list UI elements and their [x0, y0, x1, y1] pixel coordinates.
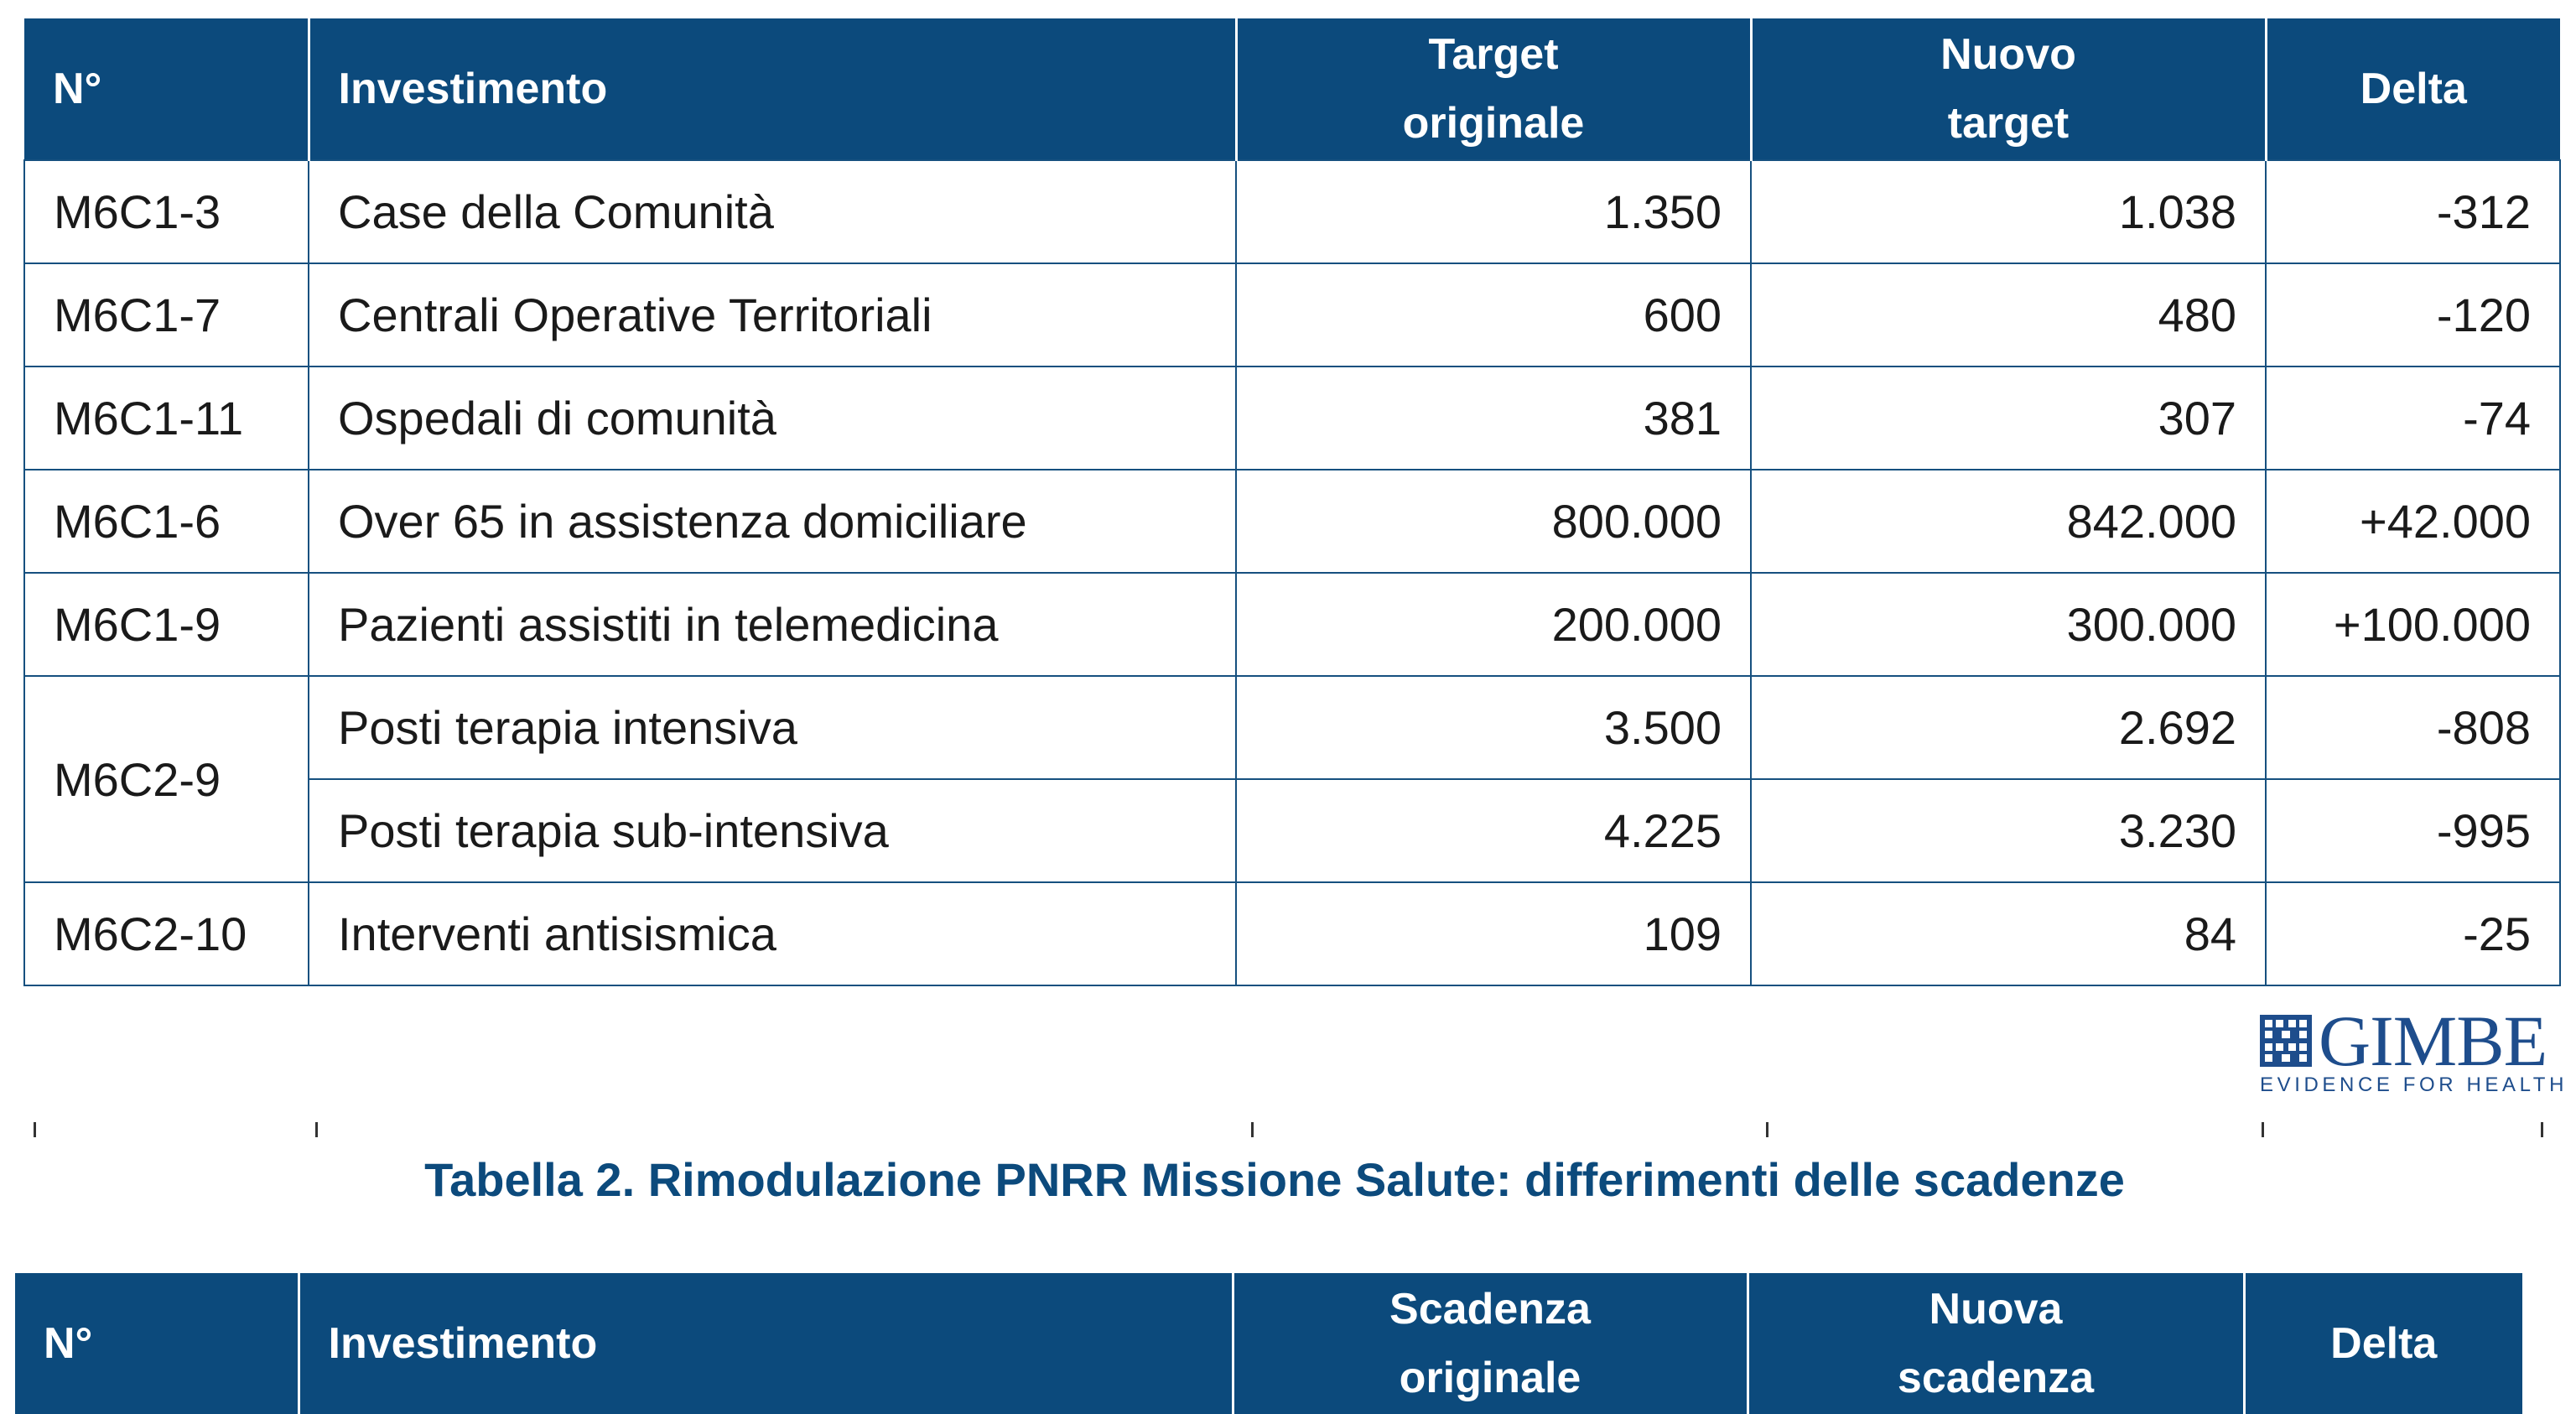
table-row — [24, 573, 2560, 676]
row-delta: -312 — [2266, 160, 2560, 263]
header-delta: Delta — [2244, 1273, 2522, 1414]
tick-mark — [2541, 1122, 2543, 1137]
row-code: M6C2-10 — [24, 882, 309, 985]
gimbe-grid-mark-icon — [2260, 1015, 2312, 1067]
row-delta: -25 — [2266, 882, 2560, 985]
header-investimento: Investimento — [309, 18, 1236, 160]
header-nuova-scadenza — [1748, 1273, 2244, 1414]
gimbe-tagline: EVIDENCE FOR HEALTH — [2260, 1073, 2568, 1096]
header-num: N° — [24, 18, 309, 160]
table-header-row — [15, 1273, 2522, 1414]
row-target-originale: 3.500 — [1236, 676, 1751, 779]
header-nuova-scadenza-line2: scadenza — [1897, 1354, 2095, 1402]
row-investimento: Posti terapia intensiva — [309, 676, 1236, 779]
row-delta: -120 — [2266, 263, 2560, 366]
header-num: N° — [15, 1273, 299, 1414]
row-investimento: Over 65 in assistenza domiciliare — [309, 470, 1236, 573]
gimbe-logo — [2260, 1001, 2568, 1099]
pnrr-deadlines-table — [15, 1273, 2522, 1414]
row-investimento: Centrali Operative Territoriali — [309, 263, 1236, 366]
header-target-originale — [1236, 18, 1751, 160]
row-target-originale: 1.350 — [1236, 160, 1751, 263]
row-code: M6C1-9 — [24, 573, 309, 676]
row-nuovo-target: 2.692 — [1751, 676, 2266, 779]
tick-mark — [2262, 1122, 2264, 1137]
table-row — [24, 366, 2560, 470]
row-nuovo-target: 842.000 — [1751, 470, 2266, 573]
row-nuovo-target: 84 — [1751, 882, 2266, 985]
row-code: M6C1-11 — [24, 366, 309, 470]
header-scadenza-originale-line2: originale — [1399, 1354, 1581, 1402]
row-delta: -995 — [2266, 779, 2560, 882]
row-investimento: Interventi antisismica — [309, 882, 1236, 985]
row-target-originale: 4.225 — [1236, 779, 1751, 882]
table-row — [24, 160, 2560, 263]
row-target-originale: 800.000 — [1236, 470, 1751, 573]
tick-mark — [1766, 1122, 1768, 1137]
table-row — [24, 470, 2560, 573]
header-nuova-scadenza-line1: Nuova — [1929, 1285, 2063, 1333]
table-row — [24, 263, 2560, 366]
row-delta: -74 — [2266, 366, 2560, 470]
table-row — [24, 882, 2560, 985]
header-nuovo-target-line2: target — [1947, 99, 2070, 148]
row-code: M6C1-7 — [24, 263, 309, 366]
header-target-originale-line1: Target — [1428, 30, 1559, 79]
row-investimento: Pazienti assistiti in telemedicina — [309, 573, 1236, 676]
row-nuovo-target: 300.000 — [1751, 573, 2266, 676]
header-nuovo-target — [1751, 18, 2266, 160]
header-delta: Delta — [2266, 18, 2560, 160]
row-code: M6C1-6 — [24, 470, 309, 573]
tick-mark — [315, 1122, 318, 1137]
table-row — [24, 676, 2560, 779]
table-row — [24, 779, 2560, 882]
row-nuovo-target: 3.230 — [1751, 779, 2266, 882]
row-nuovo-target: 307 — [1751, 366, 2266, 470]
header-scadenza-originale — [1233, 1273, 1748, 1414]
gimbe-wordmark: GIMBE — [2319, 1001, 2547, 1081]
row-code: M6C1-3 — [24, 160, 309, 263]
row-target-originale: 600 — [1236, 263, 1751, 366]
row-investimento: Posti terapia sub-intensiva — [309, 779, 1236, 882]
pnrr-targets-table — [23, 18, 2561, 986]
column-tick-marks — [0, 1122, 2576, 1139]
row-target-originale: 109 — [1236, 882, 1751, 985]
row-delta: +42.000 — [2266, 470, 2560, 573]
header-scadenza-originale-line1: Scadenza — [1389, 1285, 1591, 1333]
tick-mark — [1251, 1122, 1254, 1137]
row-nuovo-target: 1.038 — [1751, 160, 2266, 263]
row-delta: -808 — [2266, 676, 2560, 779]
header-nuovo-target-line1: Nuovo — [1940, 30, 2076, 79]
row-nuovo-target: 480 — [1751, 263, 2266, 366]
header-investimento: Investimento — [299, 1273, 1233, 1414]
header-target-originale-line2: originale — [1402, 99, 1585, 148]
row-delta: +100.000 — [2266, 573, 2560, 676]
row-code: M6C2-9 — [24, 676, 309, 882]
table-header-row — [24, 18, 2560, 160]
tick-mark — [34, 1122, 36, 1137]
row-investimento: Ospedali di comunità — [309, 366, 1236, 470]
row-investimento: Case della Comunità — [309, 160, 1236, 263]
row-target-originale: 381 — [1236, 366, 1751, 470]
row-target-originale: 200.000 — [1236, 573, 1751, 676]
table2-caption: Tabella 2. Rimodulazione PNRR Missione Salute: differimenti delle scadenze — [424, 1153, 2125, 1206]
